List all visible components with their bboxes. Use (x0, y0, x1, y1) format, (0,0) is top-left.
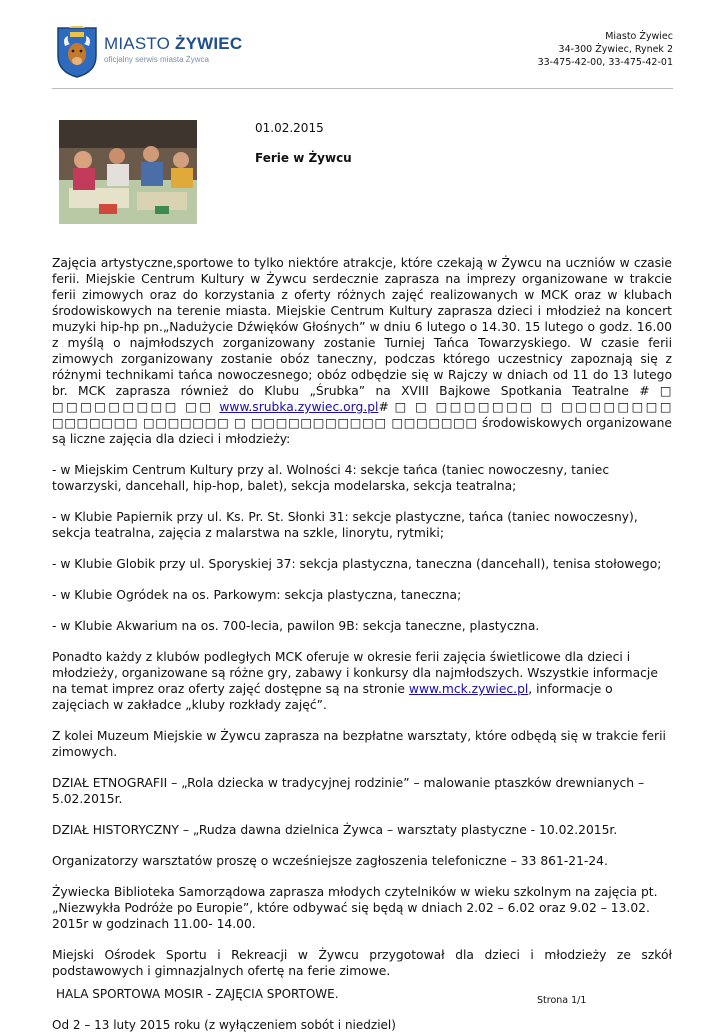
hall-heading: HALA SPORTOWA MOSIR - ZAJĘCIA SPORTOWE. (56, 987, 339, 1001)
ethnography-paragraph: DZIAŁ ETNOGRAFII – „Rola dziecka w tradycyjnej rodzinie” – malowanie ptaszków drewnianych – 5.02.2015r. (52, 776, 645, 806)
organizers-paragraph: Organizatorzy warsztatów proszę o wcześniejsze zagłoszenia telefoniczne – 33 861-21-24. (52, 854, 608, 868)
list-item: - w Klubie Akwarium na os. 700-lecia, pawilon 9B: sekcja taneczne, plastyczna. (52, 619, 540, 633)
logo-wordmark: MIASTO ŻYWIEC (104, 34, 243, 53)
article-title: Ferie w Żywcu (255, 151, 352, 165)
mosir-paragraph: Miejski Ośrodek Sportu i Rekreacji w Żywcu przygotował dla dzieci i młodzieży ze szkół podstawowych i gimnazjalnych ofertę na ferie zimowe. (52, 948, 672, 978)
garbled-text: □ □ □□□□□□□ □ □□□□□□□□ □□□□□□□ □□□□□□□ □ □□□□□□□□□□□ □□□□□□□ (52, 400, 672, 430)
list-item: - w Klubie Papiernik przy ul. Ks. Pr. St. Słonki 31: sekcje plastyczne, tańca (taniec nowoczesny), sekcja teatralna, zajęcia z malarstwa na szkle, linorytu, rytmiki; (52, 510, 638, 540)
mck-paragraph (52, 649, 672, 713)
logo-tagline: oficjalny serwis miasta Żywca (104, 55, 209, 64)
museum-paragraph: Z kolei Muzeum Miejskie w Żywcu zaprasza na bezpłatne warsztaty, które odbędą się w trakcie ferii zimowych. (52, 729, 666, 759)
page-number: Strona 1/1 (537, 995, 587, 1006)
header-divider (52, 88, 673, 89)
mck-text: Ponadto każdy z klubów podległych MCK oferuje w okresie ferii zajęcia świetlicowe dla dzieci i młodzieży, organizowane są różne gry, zabawy i konkursy dla najmłodszych. Wszystkie informacje na temat imprez oraz oferty zajęć dostępne są na stronie (52, 650, 658, 696)
cut-off-line: Od 2 – 13 luty 2015 roku (z wyłączeniem sobót i niedziel) (52, 1018, 396, 1032)
address-line-street: 34-300 Żywiec, Rynek 2 (558, 44, 673, 55)
library-paragraph: Żywiecka Biblioteka Samorządowa zaprasza młodych czytelników w wieku szkolnym na zajęcia pt. „Niezwykła Podróże po Europie”, które odbywać się będą w dniach 2.02 – 6.02 oraz 9.02 – 13.02. 2015r w godzinach 11.00- 14.00. (52, 885, 658, 931)
garbled-text: □ □□□□□□□□□ □□ (52, 384, 672, 414)
intro-tail: środowiskowych organizowane są liczne zajęcia dla dzieci i młodzieży: (52, 416, 672, 446)
article-date: 01.02.2015 (255, 121, 324, 135)
srubka-link[interactable]: www.srubka.zywiec.org.pl (219, 400, 379, 414)
article-body (52, 255, 672, 994)
contact-address (538, 30, 673, 69)
mck-text-after: , informacje o zajęciach w zakładce „kluby rozkłady zajęć”. (52, 682, 613, 712)
list-item: - w Klubie Globik przy ul. Sporyskiej 37: sekcja plastyczna, taneczna (dancehall), tenisa stołowego; (52, 557, 662, 571)
address-line-name: Miasto Żywiec (605, 31, 673, 42)
list-item: - w Miejskim Centrum Kultury przy al. Wolności 4: sekcje tańca (taniec nowoczesny, taniec towarzyski, dancehall, hip-hop, balet), sekcja modelarska, sekcja teatralna; (52, 463, 610, 493)
history-paragraph: DZIAŁ HISTORYCZNY – „Rudza dawna dzielnica Żywca – warsztaty plastyczne - 10.02.2015r. (52, 823, 618, 837)
mck-link[interactable]: www.mck.zywiec.pl (408, 682, 529, 696)
article-photo (59, 120, 197, 224)
site-logo[interactable] (56, 24, 243, 82)
address-line-phone: 33-475-42-00, 33-475-42-01 (537, 57, 673, 68)
coat-of-arms-icon (56, 26, 98, 78)
list-item: - w Klubie Ogródek na os. Parkowym: sekcja plastyczna, taneczna; (52, 588, 462, 602)
intro-text: Zajęcia artystyczne,sportowe to tylko niektóre atrakcje, które czekają w Żywcu na uczniów w czasie ferii. Miejskie Centrum Kultury w Żywcu serdecznie zaprasza na imprezy organizowane w trakcie ferii zimowych oraz do korzystania z oferty różnych zajęć realizowanych w MCK oraz w klubach środowiskowych na terenie miasta. Miejskie Centrum Kultury zaprasza dzieci i młodzież na koncert muzyki hip-hp pn.„Nadużycie Dźwięków Głośnych” w dniu 6 lutego o 14.30. 15 lutego o godz. 16.00 z myślą o najmłodszych zorganizowany zostanie Turniej Tańca Towarzyskiego. W czasie ferii zimowych zorganizowany zostanie obóz taneczny, podczas którego uczestnicy zapoznają się z różnymi technikami tańca nowoczesnego; obóz odbędzie się w Rajczy w dniach od 11 do 13 lutego br. MCK zaprasza również do Klubu „Śrubka” na XVIII Bajkowe Spotkania Teatralne # (52, 256, 672, 398)
intro-paragraph (52, 255, 672, 447)
hash-mark: # (378, 400, 389, 414)
